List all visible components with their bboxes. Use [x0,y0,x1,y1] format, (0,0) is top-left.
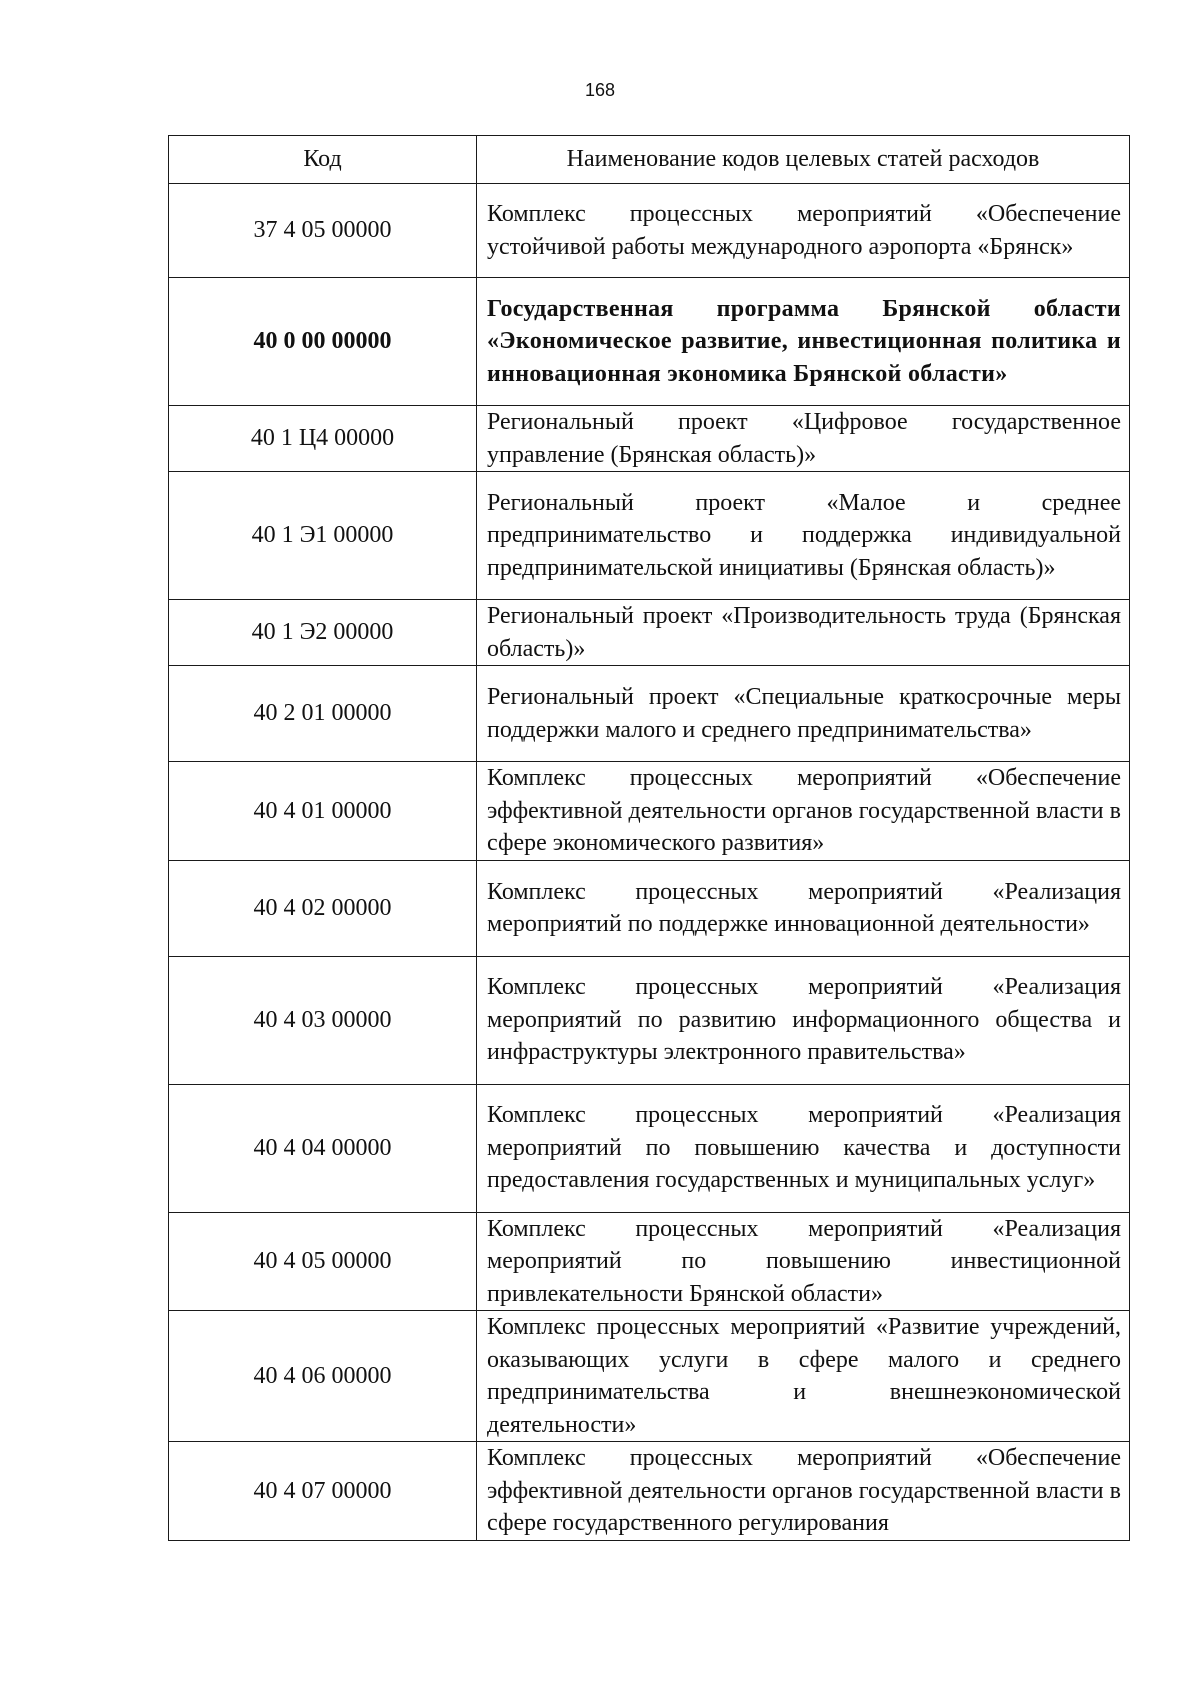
row-name: Комплекс процессных мероприятий «Обеспечение эффективной деятельности органов государственной власти в сфере экономического развития» [477,762,1130,861]
row-code: 40 1 Э1 00000 [169,472,477,600]
row-name: Комплекс процессных мероприятий «Реализация мероприятий по развитию информационного общества и инфраструктуры электронного правительства» [477,956,1130,1084]
table-row [169,406,1130,472]
row-name: Комплекс процессных мероприятий «Развитие учреждений, оказывающих услуги в сфере малого и среднего предпринимательства и внешнеэкономической деятельности» [477,1311,1130,1442]
table-row [169,600,1130,666]
table-row [169,1442,1130,1541]
row-code: 40 1 Ц4 00000 [169,406,477,472]
row-name: Комплекс процессных мероприятий «Обеспечение эффективной деятельности органов государственной власти в сфере государственного регулирования [477,1442,1130,1541]
row-name: Региональный проект «Производительность труда (Брянская область)» [477,600,1130,666]
row-code: 40 4 06 00000 [169,1311,477,1442]
table-row [169,860,1130,956]
row-name: Комплекс процессных мероприятий «Реализация мероприятий по повышению качества и доступности предоставления государственных и муниципальных услуг» [477,1084,1130,1212]
page-number: 168 [584,80,616,100]
row-code: 40 4 07 00000 [169,1442,477,1541]
row-code: 40 4 01 00000 [169,762,477,861]
table-header-row [169,136,1130,184]
row-code: 40 4 02 00000 [169,860,477,956]
row-code: 40 1 Э2 00000 [169,600,477,666]
target-expense-codes-table [168,135,1130,1541]
table-row [169,1084,1130,1212]
table-row [169,762,1130,861]
row-name: Комплекс процессных мероприятий «Реализация мероприятий по повышению инвестиционной привлекательности Брянской области» [477,1212,1130,1311]
row-code: 40 0 00 00000 [169,278,477,406]
table-row [169,184,1130,278]
table-row [169,1311,1130,1442]
header-name: Наименование кодов целевых статей расходов [477,136,1130,184]
table-row [169,956,1130,1084]
table-row [169,666,1130,762]
row-code: 40 2 01 00000 [169,666,477,762]
header-code: Код [169,136,477,184]
row-code: 40 4 04 00000 [169,1084,477,1212]
table-row [169,1212,1130,1311]
row-name: Государственная программа Брянской области «Экономическое развитие, инвестиционная политика и инновационная экономика Брянской области» [477,278,1130,406]
table-row [169,472,1130,600]
row-code: 37 4 05 00000 [169,184,477,278]
row-code: 40 4 05 00000 [169,1212,477,1311]
row-name: Комплекс процессных мероприятий «Обеспечение устойчивой работы международного аэропорта «Брянск» [477,184,1130,278]
row-name: Региональный проект «Малое и среднее предпринимательство и поддержка индивидуальной предпринимательской инициативы (Брянская область)» [477,472,1130,600]
table-row [169,278,1130,406]
row-name: Региональный проект «Специальные краткосрочные меры поддержки малого и среднего предпринимательства» [477,666,1130,762]
row-name: Комплекс процессных мероприятий «Реализация мероприятий по поддержке инновационной деятельности» [477,860,1130,956]
row-code: 40 4 03 00000 [169,956,477,1084]
row-name: Региональный проект «Цифровое государственное управление (Брянская область)» [477,406,1130,472]
